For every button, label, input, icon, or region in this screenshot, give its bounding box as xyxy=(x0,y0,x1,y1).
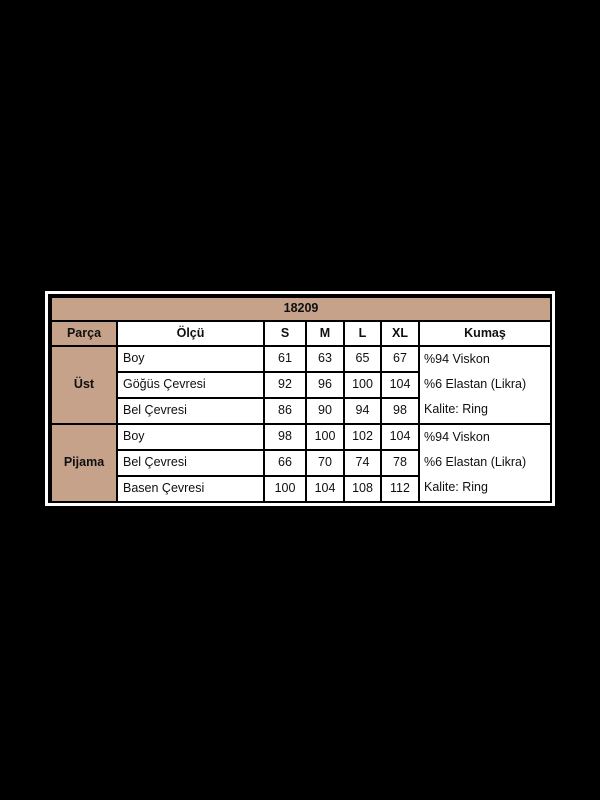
section-label-pijama: Pijama xyxy=(51,424,117,502)
value-cell: 108 xyxy=(344,476,381,502)
fabric-text-stack xyxy=(420,347,550,423)
fabric-line: %6 Elastan (Likra) xyxy=(424,377,527,392)
table-row xyxy=(51,297,551,321)
measure-label: Göğüs Çevresi xyxy=(117,372,264,398)
table-row xyxy=(51,346,551,372)
measure-label: Bel Çevresi xyxy=(117,450,264,476)
value-cell: 100 xyxy=(264,476,306,502)
value-cell: 63 xyxy=(306,346,344,372)
value-cell: 78 xyxy=(381,450,419,476)
table-row xyxy=(51,424,551,450)
size-chart-frame xyxy=(45,291,555,506)
fabric-line: Kalite: Ring xyxy=(424,480,488,495)
value-cell: 70 xyxy=(306,450,344,476)
value-cell: 98 xyxy=(381,398,419,424)
value-cell: 104 xyxy=(306,476,344,502)
fabric-line: %94 Viskon xyxy=(424,429,490,444)
value-cell: 65 xyxy=(344,346,381,372)
value-cell: 92 xyxy=(264,372,306,398)
value-cell: 100 xyxy=(344,372,381,398)
size-chart-table xyxy=(50,296,552,503)
chart-title: 18209 xyxy=(51,297,551,321)
value-cell: 104 xyxy=(381,372,419,398)
fabric-line: %94 Viskon xyxy=(424,351,490,366)
value-cell: 61 xyxy=(264,346,306,372)
value-cell: 102 xyxy=(344,424,381,450)
value-cell: 94 xyxy=(344,398,381,424)
value-cell: 100 xyxy=(306,424,344,450)
value-cell: 86 xyxy=(264,398,306,424)
measure-label: Boy xyxy=(117,346,264,372)
section-label-ust: Üst xyxy=(51,346,117,424)
value-cell: 90 xyxy=(306,398,344,424)
column-header-xl: XL xyxy=(381,321,419,346)
column-header-olcu: Ölçü xyxy=(117,321,264,346)
fabric-info-ust xyxy=(419,346,551,424)
fabric-line: %6 Elastan (Likra) xyxy=(424,455,527,470)
value-cell: 66 xyxy=(264,450,306,476)
measure-label: Boy xyxy=(117,424,264,450)
fabric-text-stack xyxy=(420,425,550,501)
value-cell: 67 xyxy=(381,346,419,372)
column-header-m: M xyxy=(306,321,344,346)
fabric-info-pijama xyxy=(419,424,551,502)
value-cell: 96 xyxy=(306,372,344,398)
measure-label: Basen Çevresi xyxy=(117,476,264,502)
column-header-l: L xyxy=(344,321,381,346)
value-cell: 74 xyxy=(344,450,381,476)
fabric-line: Kalite: Ring xyxy=(424,402,488,417)
value-cell: 112 xyxy=(381,476,419,502)
measure-label: Bel Çevresi xyxy=(117,398,264,424)
value-cell: 104 xyxy=(381,424,419,450)
column-header-parca: Parça xyxy=(51,321,117,346)
value-cell: 98 xyxy=(264,424,306,450)
table-header-row xyxy=(51,321,551,346)
column-header-kumas: Kumaş xyxy=(419,321,551,346)
column-header-s: S xyxy=(264,321,306,346)
